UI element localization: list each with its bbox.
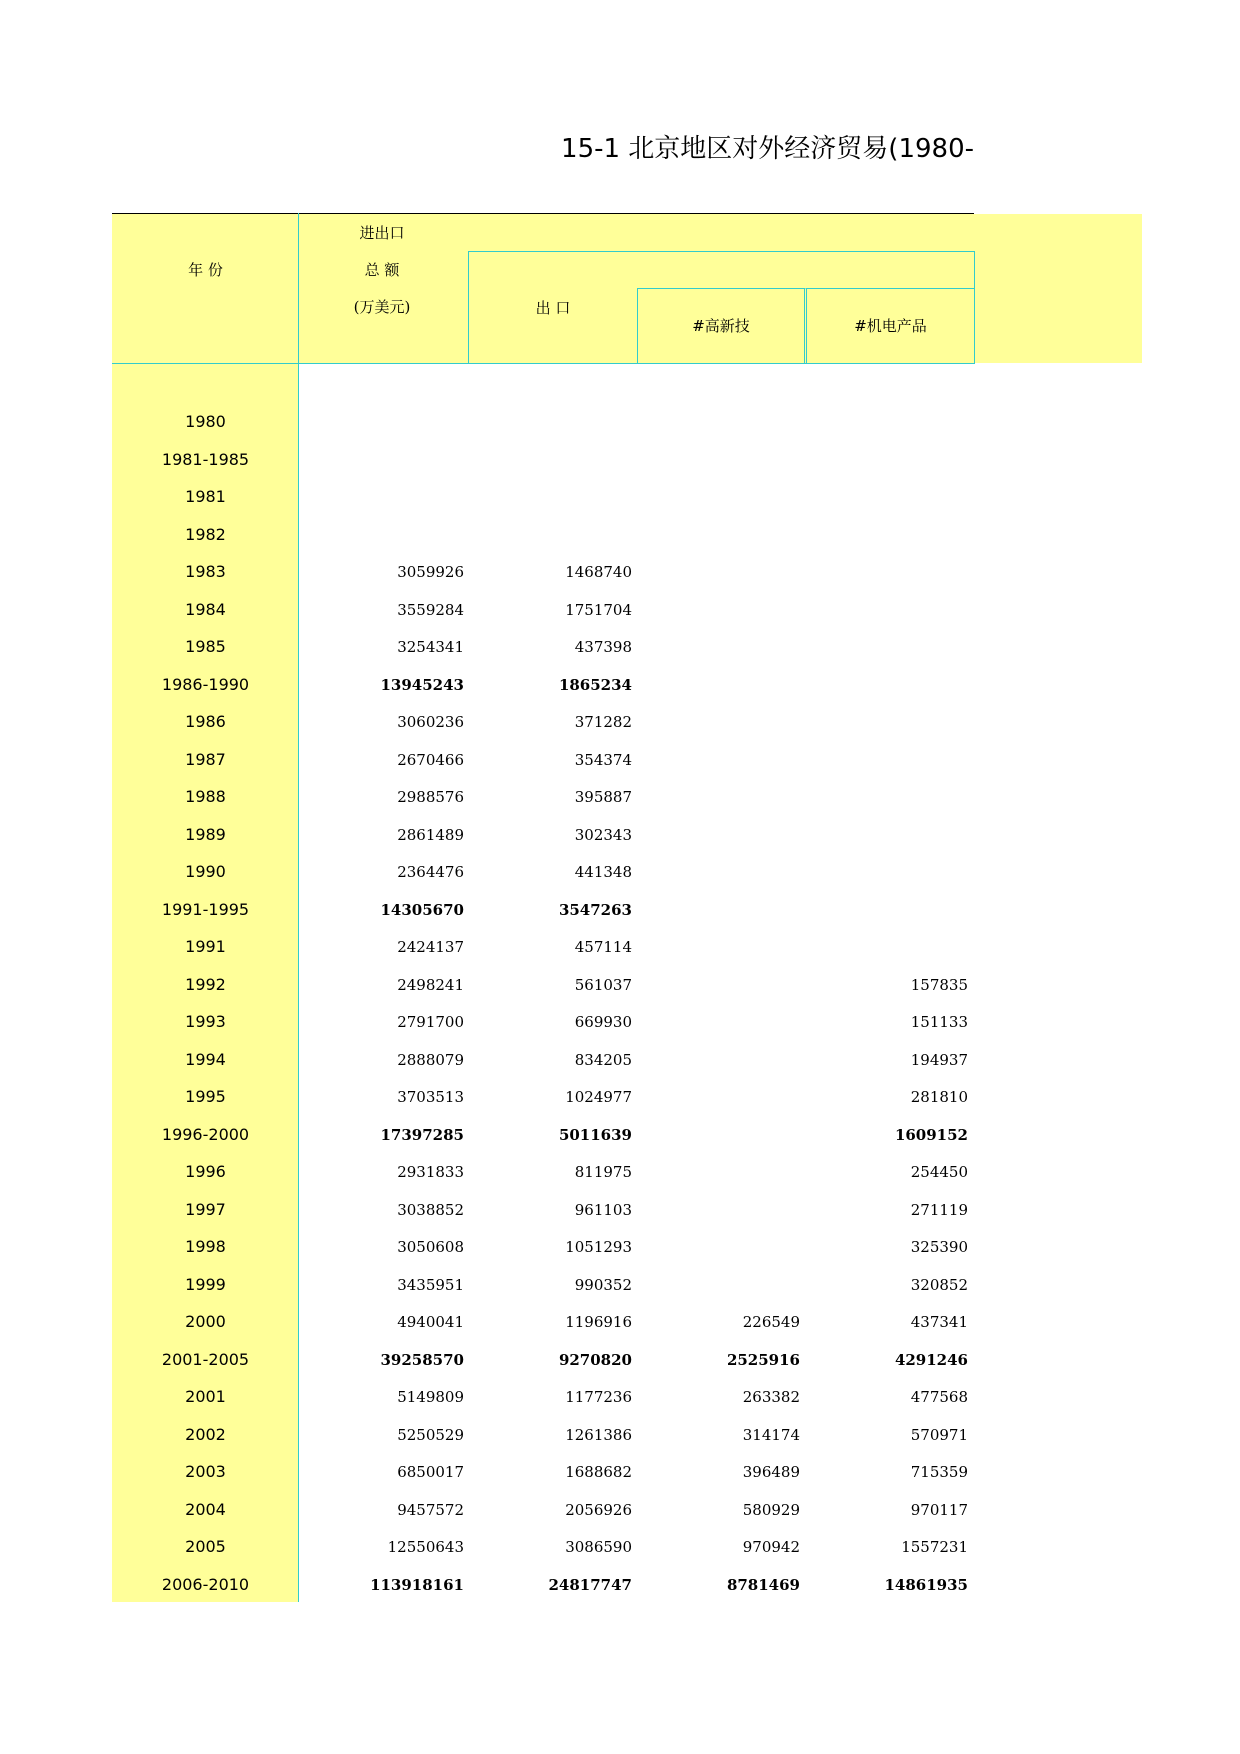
year-cell: 1993 bbox=[185, 1012, 226, 1031]
year-cell: 1988 bbox=[185, 787, 226, 806]
hightech-cell: 226549 bbox=[742, 1313, 800, 1331]
table-row bbox=[0, 478, 1240, 515]
total-cell: 2670466 bbox=[397, 750, 464, 769]
table-row bbox=[0, 1078, 1240, 1115]
export-cell: 371282 bbox=[574, 713, 632, 731]
year-cell: 1986 bbox=[185, 712, 226, 731]
mech-cell: 570971 bbox=[910, 1425, 968, 1444]
mech-header: #机电产品 bbox=[854, 317, 927, 335]
table-row bbox=[0, 741, 1240, 778]
total-cell: 2861489 bbox=[397, 825, 464, 844]
year-cell: 1986-1990 bbox=[161, 674, 250, 694]
export-cell: 1177236 bbox=[565, 1388, 632, 1406]
mech-cell: 194937 bbox=[910, 1050, 968, 1069]
export-cell: 561037 bbox=[574, 975, 632, 994]
year-cell: 1991-1995 bbox=[161, 899, 250, 919]
total-cell: 3059926 bbox=[397, 563, 464, 581]
table-row bbox=[0, 1191, 1240, 1228]
table-row bbox=[0, 1566, 1240, 1603]
total-cell: 2931833 bbox=[397, 1163, 464, 1181]
export-cell: 2056926 bbox=[565, 1500, 632, 1519]
hightech-header: #高新技 bbox=[692, 317, 750, 335]
year-header: 年 份 bbox=[188, 261, 223, 279]
year-cell: 2005 bbox=[185, 1537, 226, 1556]
table-top-rule bbox=[112, 213, 974, 214]
year-cell: 1981 bbox=[185, 487, 226, 506]
total-cell: 39258570 bbox=[380, 1350, 464, 1369]
total-cell: 2424137 bbox=[397, 938, 464, 956]
year-cell: 1983 bbox=[185, 562, 226, 581]
year-cell: 1997 bbox=[185, 1199, 226, 1219]
table-row bbox=[0, 553, 1240, 590]
export-cell: 1024977 bbox=[565, 1088, 632, 1106]
total-cell: 3559284 bbox=[397, 600, 464, 619]
mech-cell: 281810 bbox=[910, 1088, 968, 1106]
mech-cell: 271119 bbox=[910, 1200, 968, 1219]
total-cell: 5250529 bbox=[397, 1425, 464, 1444]
year-cell: 1995 bbox=[185, 1087, 226, 1106]
year-cell: 1985 bbox=[185, 637, 226, 656]
total-header-line1: 进出口 bbox=[359, 224, 405, 242]
mech-cell: 970117 bbox=[910, 1500, 968, 1519]
year-cell: 1999 bbox=[185, 1274, 226, 1294]
export-cell: 5011639 bbox=[558, 1125, 632, 1144]
export-cell: 457114 bbox=[574, 938, 632, 956]
table-row bbox=[0, 1378, 1240, 1415]
table-row bbox=[0, 703, 1240, 740]
page-title: 15-1 北京地区对外经济贸易(1980- bbox=[561, 134, 974, 164]
year-cell: 2001-2005 bbox=[161, 1349, 250, 1369]
mech-cell: 320852 bbox=[910, 1275, 968, 1294]
export-cell: 1865234 bbox=[558, 675, 632, 694]
hightech-cell: 8781469 bbox=[726, 1575, 800, 1594]
mech-cell: 477568 bbox=[910, 1388, 968, 1406]
mech-cell: 325390 bbox=[910, 1238, 968, 1256]
mech-cell: 254450 bbox=[910, 1163, 968, 1181]
total-cell: 12550643 bbox=[387, 1538, 464, 1556]
hightech-cell: 263382 bbox=[742, 1388, 800, 1406]
hightech-cell: 970942 bbox=[742, 1538, 800, 1556]
mech-cell: 1557231 bbox=[901, 1538, 968, 1556]
mech-cell: 14861935 bbox=[884, 1575, 968, 1594]
year-cell: 1996 bbox=[185, 1162, 226, 1181]
year-cell: 2002 bbox=[185, 1424, 226, 1444]
table-row bbox=[0, 816, 1240, 853]
total-cell: 3050608 bbox=[397, 1238, 464, 1256]
total-cell: 2888079 bbox=[397, 1050, 464, 1069]
year-cell: 1982 bbox=[185, 524, 226, 544]
export-cell: 395887 bbox=[574, 788, 632, 806]
export-cell: 3547263 bbox=[558, 900, 632, 919]
mech-cell: 151133 bbox=[910, 1013, 968, 1031]
export-cell: 354374 bbox=[574, 750, 632, 769]
table-row bbox=[0, 1041, 1240, 1078]
table-row bbox=[0, 966, 1240, 1003]
year-cell: 2003 bbox=[185, 1462, 226, 1481]
total-cell: 3703513 bbox=[397, 1088, 464, 1106]
table-row bbox=[0, 1153, 1240, 1190]
table-row bbox=[0, 1453, 1240, 1490]
export-cell: 669930 bbox=[574, 1013, 632, 1031]
year-cell: 2004 bbox=[185, 1499, 226, 1519]
mech-cell: 157835 bbox=[910, 975, 968, 994]
table-row bbox=[0, 403, 1240, 440]
year-cell: 1990 bbox=[185, 862, 226, 881]
mech-cell: 1609152 bbox=[894, 1125, 968, 1144]
export-cell: 1261386 bbox=[565, 1425, 632, 1444]
export-cell: 9270820 bbox=[558, 1350, 632, 1369]
hightech-cell: 2525916 bbox=[726, 1350, 800, 1369]
total-cell: 3254341 bbox=[397, 638, 464, 656]
export-cell: 961103 bbox=[574, 1200, 632, 1219]
table-row bbox=[0, 1528, 1240, 1565]
mech-cell: 715359 bbox=[910, 1463, 968, 1481]
total-cell: 2364476 bbox=[397, 863, 464, 881]
year-cell: 1998 bbox=[185, 1237, 226, 1256]
year-cell: 1987 bbox=[185, 749, 226, 769]
table-row bbox=[0, 441, 1240, 478]
total-cell: 3038852 bbox=[397, 1200, 464, 1219]
table-row bbox=[0, 516, 1240, 553]
export-header: 出 口 bbox=[535, 299, 571, 317]
table-row bbox=[0, 891, 1240, 928]
year-cell: 1991 bbox=[185, 937, 226, 956]
total-cell: 9457572 bbox=[397, 1500, 464, 1519]
total-cell: 3435951 bbox=[397, 1275, 464, 1294]
total-cell: 4940041 bbox=[397, 1313, 464, 1331]
table-row bbox=[0, 1416, 1240, 1453]
table-row bbox=[0, 1341, 1240, 1378]
year-cell: 1994 bbox=[185, 1049, 226, 1069]
table-row bbox=[0, 1303, 1240, 1340]
year-cell: 1980 bbox=[185, 412, 226, 431]
year-cell: 1981-1985 bbox=[161, 449, 250, 469]
export-cell: 811975 bbox=[574, 1163, 632, 1181]
export-cell: 1751704 bbox=[565, 600, 632, 619]
year-cell: 2006-2010 bbox=[161, 1574, 250, 1594]
year-cell: 2001 bbox=[185, 1387, 226, 1406]
year-cell: 2000 bbox=[185, 1312, 226, 1331]
total-header-line2: 总 额 bbox=[364, 261, 400, 279]
table-row bbox=[0, 853, 1240, 890]
total-cell: 3060236 bbox=[397, 713, 464, 731]
table-row bbox=[0, 1491, 1240, 1528]
table-row bbox=[0, 1003, 1240, 1040]
export-cell: 441348 bbox=[574, 863, 632, 881]
table-row bbox=[0, 666, 1240, 703]
export-cell: 1688682 bbox=[565, 1463, 632, 1481]
export-cell: 24817747 bbox=[548, 1575, 632, 1594]
year-cell: 1989 bbox=[185, 824, 226, 844]
export-cell: 1468740 bbox=[565, 563, 632, 581]
export-cell: 302343 bbox=[574, 825, 632, 844]
total-header-line3: (万美元) bbox=[353, 298, 411, 316]
total-cell: 2498241 bbox=[397, 975, 464, 994]
total-cell: 14305670 bbox=[380, 900, 464, 919]
table-row bbox=[0, 1228, 1240, 1265]
total-cell: 13945243 bbox=[380, 675, 464, 694]
table-row bbox=[0, 928, 1240, 965]
year-cell: 1984 bbox=[185, 599, 226, 619]
export-cell: 437398 bbox=[574, 638, 632, 656]
export-cell: 3086590 bbox=[565, 1538, 632, 1556]
total-cell: 5149809 bbox=[397, 1388, 464, 1406]
total-cell: 113918161 bbox=[370, 1575, 464, 1594]
table-row bbox=[0, 591, 1240, 628]
table-row bbox=[0, 1116, 1240, 1153]
mech-cell: 4291246 bbox=[894, 1350, 968, 1369]
table-row bbox=[0, 778, 1240, 815]
total-cell: 2988576 bbox=[397, 788, 464, 806]
table-row bbox=[0, 628, 1240, 665]
mech-cell: 437341 bbox=[910, 1313, 968, 1331]
hightech-cell: 314174 bbox=[742, 1425, 800, 1444]
hightech-cell: 396489 bbox=[742, 1463, 800, 1481]
year-cell: 1996-2000 bbox=[161, 1124, 250, 1144]
export-cell: 834205 bbox=[574, 1050, 632, 1069]
year-cell: 1992 bbox=[185, 974, 226, 994]
hightech-cell: 580929 bbox=[742, 1500, 800, 1519]
total-cell: 2791700 bbox=[397, 1013, 464, 1031]
total-cell: 17397285 bbox=[380, 1125, 464, 1144]
export-cell: 1196916 bbox=[565, 1313, 632, 1331]
table-row bbox=[0, 1266, 1240, 1303]
export-cell: 990352 bbox=[574, 1275, 632, 1294]
export-cell: 1051293 bbox=[565, 1238, 632, 1256]
total-cell: 6850017 bbox=[397, 1463, 464, 1481]
